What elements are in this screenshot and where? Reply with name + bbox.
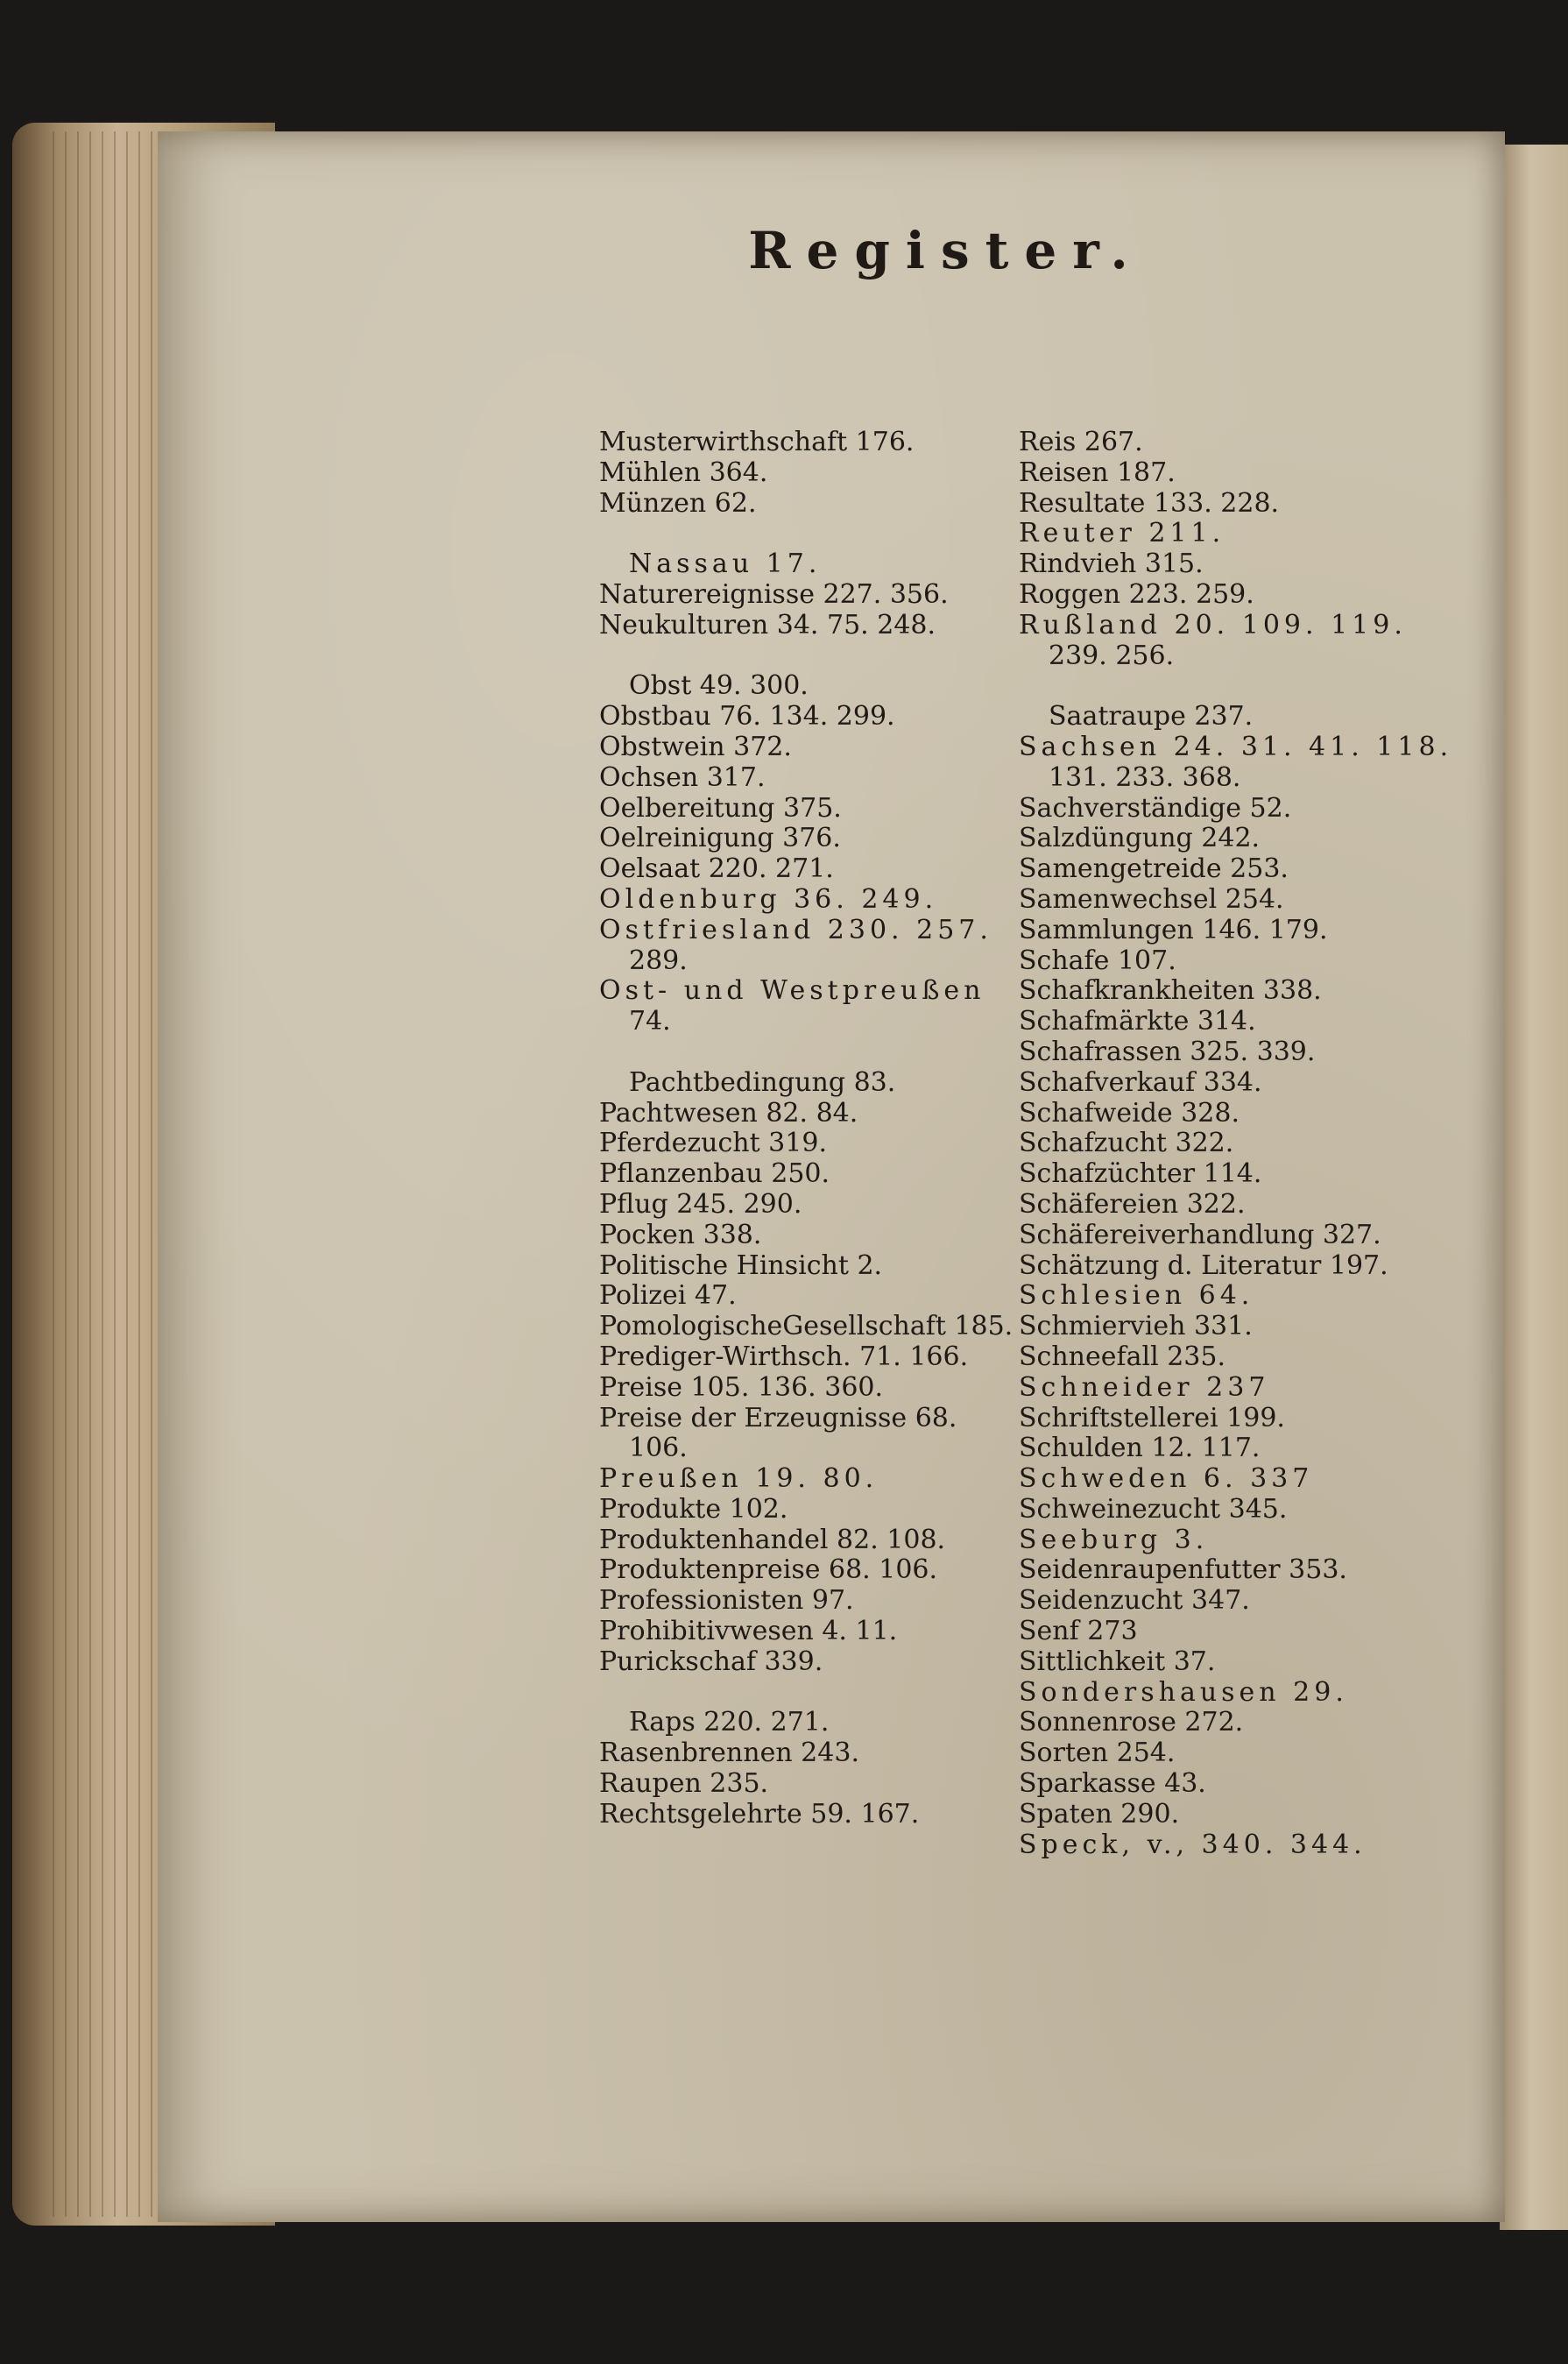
index-entry: 239. 256. <box>1049 640 1175 671</box>
index-entry: Schätzung d. Literatur 197. <box>1019 1249 1388 1281</box>
section-gap <box>599 519 1020 549</box>
section-gap <box>599 1678 1020 1709</box>
index-entry: Produkte 102. <box>599 1493 788 1525</box>
index-entry: Preise der Erzeugnisse 68. <box>599 1402 957 1433</box>
index-entry: Musterwirthschaft 176. <box>599 427 915 457</box>
index-entry: Seidenzucht 347. <box>1019 1585 1250 1617</box>
index-entry: Pflug 245. 290. <box>599 1188 802 1220</box>
index-entry: Mühlen 364. <box>599 457 768 488</box>
index-entry: Produktenpreise 68. 106. <box>599 1554 938 1586</box>
index-entry: Speck, v., 340. 344. <box>1019 1829 1367 1860</box>
index-entry: Schafzüchter 114. <box>1019 1158 1262 1190</box>
index-entry: Naturereignisse 227. 356. <box>599 578 949 610</box>
index-entry: Ochsen 317. <box>599 761 766 793</box>
index-entry: Samengetreide 253. <box>1019 853 1289 885</box>
index-entry: Pocken 338. <box>599 1219 762 1250</box>
index-entry: Ost- und Westpreußen <box>599 975 985 1007</box>
index-entry: Prohibitivwesen 4. 11. <box>599 1616 898 1647</box>
index-entry: Reuter 211. <box>1019 518 1225 549</box>
index-entry: Senf 273 <box>1019 1616 1138 1647</box>
index-entry: Schäfereien 322. <box>1019 1188 1246 1220</box>
index-entry: Sittlichkeit 37. <box>1019 1646 1216 1677</box>
index-entry: Samenwechsel 254. <box>1019 883 1284 915</box>
index-entry: Rindvieh 315. <box>1019 549 1204 580</box>
index-entry: Schafweide 328. <box>1019 1097 1240 1129</box>
index-entry: Obst 49. 300. <box>629 670 809 702</box>
section-gap <box>599 1037 1020 1068</box>
index-entry: Schafkrankheiten 338. <box>1019 975 1322 1007</box>
index-entry: 289. <box>629 945 688 976</box>
index-entry: Pflanzenbau 250. <box>599 1158 830 1190</box>
index-entry: Pferdezucht 319. <box>599 1128 827 1159</box>
index-entry: Sachverständige 52. <box>1019 792 1292 824</box>
index-entry: Rasenbrennen 243. <box>599 1738 859 1769</box>
index-entry: 74. <box>629 1006 671 1037</box>
index-entry: Rechtsgelehrte 59. 167. <box>599 1798 920 1830</box>
index-entry: Neukulturen 34. 75. 248. <box>599 609 936 641</box>
index-entry: Raps 220. 271. <box>629 1707 830 1738</box>
index-entry: Produktenhandel 82. 108. <box>599 1524 946 1555</box>
index-entry: Schafzucht 322. <box>1019 1128 1234 1159</box>
index-entry: Sparkasse 43. <box>1019 1768 1206 1800</box>
section-gap <box>599 641 1020 672</box>
index-entry: PomologischeGesellschaft 185. <box>599 1311 1014 1342</box>
index-entry: Purickschaf 339. <box>599 1646 823 1677</box>
index-entry: 131. 233. 368. <box>1049 761 1241 793</box>
index-entry: Reis 267. <box>1019 427 1143 457</box>
index-entry: Politische Hinsicht 2. <box>599 1249 883 1281</box>
facing-page-edge <box>1500 145 1568 2230</box>
index-entry: Schweden 6. 337 <box>1019 1463 1314 1495</box>
index-entry: Schweinezucht 345. <box>1019 1493 1288 1525</box>
index-entry: Raupen 235. <box>599 1768 769 1800</box>
index-entry: Sachsen 24. 31. 41. 118. <box>1019 731 1453 762</box>
index-entry: Schafe 107. <box>1019 945 1176 976</box>
index-entry: Sondershausen 29. <box>1019 1676 1348 1708</box>
index-entry: Ostfriesland 230. 257. <box>599 914 992 945</box>
index-entry: Roggen 223. 259. <box>1019 578 1254 610</box>
index-entry: Schmiervieh 331. <box>1019 1311 1253 1342</box>
index-entry: Salzdüngung 242. <box>1019 823 1261 854</box>
index-entry: Resultate 133. 228. <box>1019 487 1280 519</box>
index-entry: Schäfereiverhandlung 327. <box>1019 1219 1381 1250</box>
index-entry: Schafrassen 325. 339. <box>1019 1036 1316 1067</box>
index-entry: Obstwein 372. <box>599 731 792 762</box>
index-entry: Oldenburg 36. 249. <box>599 883 938 915</box>
index-entry: Polizei 47. <box>599 1280 737 1312</box>
index-entry: Schriftstellerei 199. <box>1019 1402 1285 1433</box>
index-entry: Schneefall 235. <box>1019 1341 1226 1372</box>
index-column-left <box>599 428 1020 1830</box>
index-column-right <box>1019 427 1453 1860</box>
index-entry: Spaten 290. <box>1019 1798 1180 1830</box>
index-entry: 106. <box>629 1433 688 1464</box>
index-entry: Schulden 12. 117. <box>1019 1433 1261 1464</box>
index-entry: Sonnenrose 272. <box>1019 1707 1244 1738</box>
index-entry: Preise 105. 136. 360. <box>599 1371 884 1403</box>
index-entry: Oelreinigung 376. <box>599 823 841 854</box>
index-entry: Obstbau 76. 134. 299. <box>599 701 895 733</box>
index-entry: Preußen 19. 80. <box>599 1463 879 1495</box>
index-entry: Sorten 254. <box>1019 1738 1176 1769</box>
index-entry: Sammlungen 146. 179. <box>1019 914 1328 945</box>
index-entry: Reisen 187. <box>1019 457 1176 488</box>
index-entry: Schlesien 64. <box>1019 1280 1254 1312</box>
page-title: Register. <box>748 221 1144 280</box>
index-entry: Münzen 62. <box>599 487 757 519</box>
index-entry: Professionisten 97. <box>599 1585 854 1617</box>
index-entry: Schneider 237 <box>1019 1371 1270 1403</box>
index-entry: Seidenraupenfutter 353. <box>1019 1554 1347 1586</box>
index-entry: Oelsaat 220. 271. <box>599 853 834 885</box>
index-entry: Oelbereitung 375. <box>599 792 842 824</box>
section-gap <box>1019 671 1439 702</box>
index-entry: Rußland 20. 109. 119. <box>1019 609 1407 641</box>
index-entry: Pachtbedingung 83. <box>629 1066 896 1098</box>
index-entry: Saatraupe 237. <box>1049 701 1254 733</box>
index-entry: Schafmärkte 314. <box>1019 1006 1256 1037</box>
index-entry: Schafverkauf 334. <box>1019 1066 1262 1098</box>
index-entry: Seeburg 3. <box>1019 1524 1209 1555</box>
index-entry: Nassau 17. <box>629 549 822 580</box>
index-entry: Pachtwesen 82. 84. <box>599 1097 858 1129</box>
index-entry: Prediger-Wirthsch. 71. 166. <box>599 1341 969 1372</box>
